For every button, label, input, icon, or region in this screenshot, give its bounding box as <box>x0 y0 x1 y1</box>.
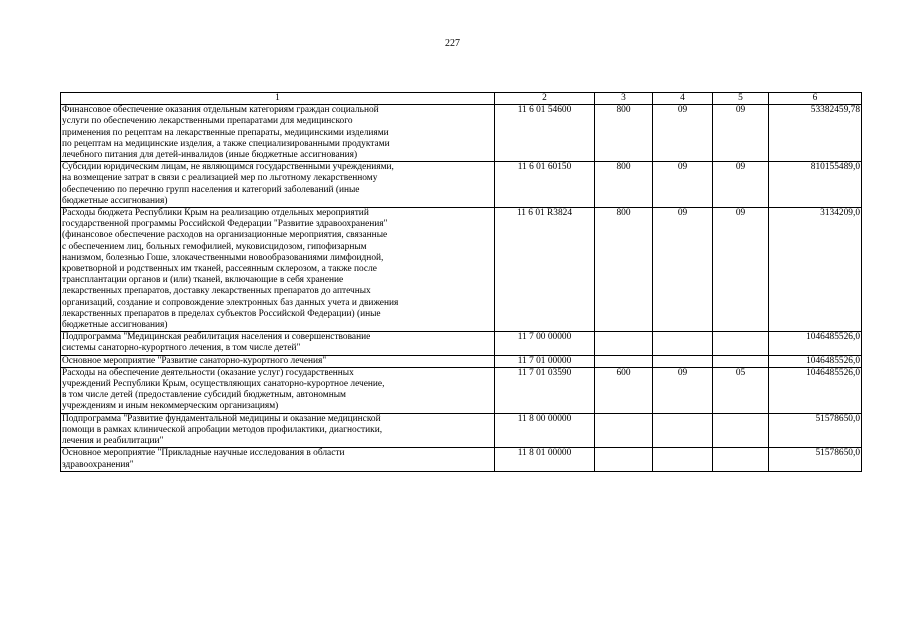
row-section <box>653 413 713 448</box>
table-row <box>61 367 862 413</box>
row-amount: 1046485526,0 <box>769 332 862 355</box>
table-row <box>61 332 862 355</box>
row-subsection: 09 <box>713 105 769 162</box>
row-amount: 51578650,0 <box>769 413 862 448</box>
row-description: Основное мероприятие "Прикладные научные исследования в области здравоохранения" <box>61 448 495 471</box>
table-row <box>61 355 862 367</box>
row-section: 09 <box>653 105 713 162</box>
row-expense-type: 800 <box>595 105 653 162</box>
table-row <box>61 162 862 208</box>
row-amount: 1046485526,0 <box>769 355 862 367</box>
row-description: Финансовое обеспечение оказания отдельным категориям граждан социальной услуги по обеспечению лекарственными препаратами для медицинского применения по рецептам на лекарственные препараты, медицинскими изделиями по рецептам на медицинские изделия, а также специализированными продуктами лечебного питания для детей-инвалидов (иные бюджетные ассигнования) <box>61 105 495 162</box>
row-amount: 53382459,78 <box>769 105 862 162</box>
column-header: 4 <box>653 93 713 105</box>
row-description: Подпрограмма "Медицинская реабилитация населения и совершенствование системы санаторно-курортного лечения, в том числе детей" <box>61 332 495 355</box>
row-expense-type: 800 <box>595 208 653 332</box>
row-amount: 51578650,0 <box>769 448 862 471</box>
row-section: 09 <box>653 162 713 208</box>
column-header: 5 <box>713 93 769 105</box>
row-amount: 810155489,0 <box>769 162 862 208</box>
row-expense-type <box>595 413 653 448</box>
row-description: Основное мероприятие "Развитие санаторно-курортного лечения" <box>61 355 495 367</box>
row-subsection <box>713 413 769 448</box>
row-section: 09 <box>653 208 713 332</box>
row-description: Расходы на обеспечение деятельности (оказание услуг) государственных учреждений Республики Крым, осуществляющих санаторно-курортное лечение, в том числе детей (предоставление субсидий бюджетным, автономным учреждениям и иным некоммерческим организациям) <box>61 367 495 413</box>
row-subsection: 09 <box>713 162 769 208</box>
row-amount: 1046485526,0 <box>769 367 862 413</box>
table-row <box>61 208 862 332</box>
row-section: 09 <box>653 367 713 413</box>
row-expense-type <box>595 332 653 355</box>
row-subsection: 09 <box>713 208 769 332</box>
row-section <box>653 355 713 367</box>
row-code: 11 7 01 03590 <box>495 367 595 413</box>
row-code: 11 6 01 R3824 <box>495 208 595 332</box>
row-section <box>653 332 713 355</box>
column-header: 1 <box>61 93 495 105</box>
table-row <box>61 105 862 162</box>
row-subsection <box>713 355 769 367</box>
budget-table <box>60 92 862 472</box>
row-code: 11 6 01 60150 <box>495 162 595 208</box>
row-expense-type <box>595 448 653 471</box>
column-header: 6 <box>769 93 862 105</box>
table-row <box>61 448 862 471</box>
row-subsection <box>713 448 769 471</box>
row-subsection: 05 <box>713 367 769 413</box>
table-header-row <box>61 93 862 105</box>
column-header: 3 <box>595 93 653 105</box>
row-code: 11 6 01 54600 <box>495 105 595 162</box>
row-amount: 3134209,0 <box>769 208 862 332</box>
row-expense-type <box>595 355 653 367</box>
row-description: Субсидии юридическим лицам, не являющимся государственными учреждениями, на возмещение затрат в связи с реализацией мер по льготному лекарственному обеспечению по перечню групп населения и категорий заболеваний (иные бюджетные ассигнования) <box>61 162 495 208</box>
column-header: 2 <box>495 93 595 105</box>
row-expense-type: 600 <box>595 367 653 413</box>
row-code: 11 8 01 00000 <box>495 448 595 471</box>
page-number: 227 <box>445 38 460 49</box>
row-code: 11 7 00 00000 <box>495 332 595 355</box>
row-expense-type: 800 <box>595 162 653 208</box>
row-description: Подпрограмма "Развитие фундаментальной медицины и оказание медицинской помощи в рамках клинической апробации методов профилактики, диагностики, лечения и реабилитации" <box>61 413 495 448</box>
row-section <box>653 448 713 471</box>
row-subsection <box>713 332 769 355</box>
row-code: 11 7 01 00000 <box>495 355 595 367</box>
row-description: Расходы бюджета Республики Крым на реализацию отдельных мероприятий государственной программы Российской Федерации "Развитие здравоохранения" (финансовое обеспечение расходов на организационные мероприятия, связанные с обеспечением лиц, больных гемофилией, муковисцидозом, гипофизарным нанизмом, болезнью Гоше, злокачественными новообразованиями лимфоидной, кроветворной и родственных им тканей, рассеянным склерозом, а также после трансплантации органов и (или) тканей, включающие в себя хранение лекарственных препаратов, доставку лекарственных препаратов до аптечных организаций, создание и сопровождение электронных баз данных учета и движения лекарственных препаратов в пределах субъектов Российской Федерации) (иные бюджетные ассигнования) <box>61 208 495 332</box>
row-code: 11 8 00 00000 <box>495 413 595 448</box>
table-row <box>61 413 862 448</box>
